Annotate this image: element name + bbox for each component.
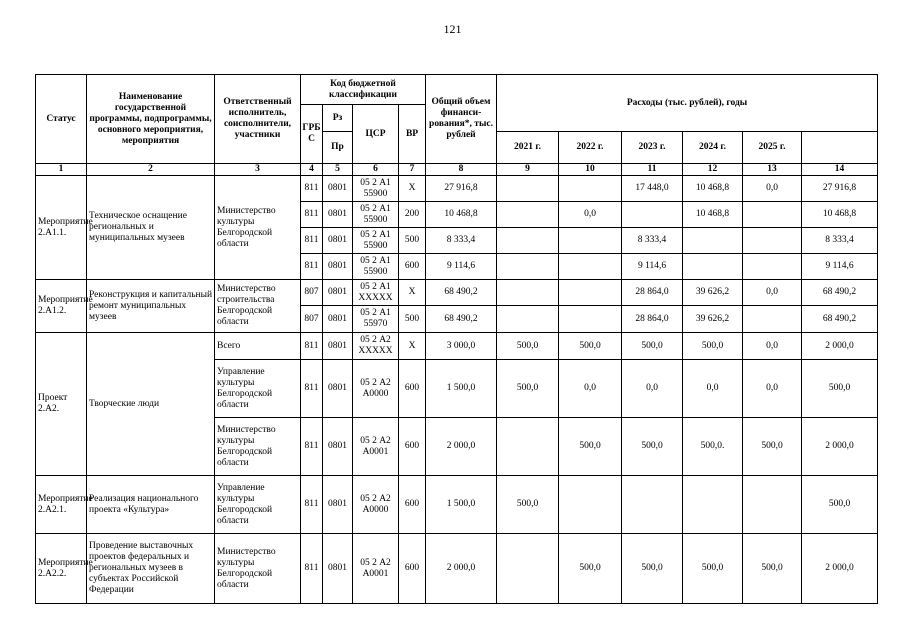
y2024-cell: 10 468,8 <box>683 202 743 228</box>
col-number: 12 <box>683 164 743 176</box>
table-row <box>36 333 878 360</box>
header-2022: 2022 г. <box>559 132 622 164</box>
stage-total-cell: 2 000,0 <box>802 333 878 360</box>
csr-cell: 05 2 А1 55900 <box>353 228 399 254</box>
stage-total-cell: 8 333,4 <box>802 228 878 254</box>
y2024-cell: 39 626,2 <box>683 306 743 333</box>
vr-cell: 600 <box>399 476 426 534</box>
header-status: Статус <box>36 75 87 164</box>
grbs-cell: 811 <box>301 254 323 280</box>
col-number: 4 <box>301 164 323 176</box>
y2021-cell <box>497 254 559 280</box>
stage-total-cell: 500,0 <box>802 476 878 534</box>
y2021-cell <box>497 280 559 306</box>
name-cell: Творческие люди <box>87 333 215 476</box>
y2023-cell: 17 448,0 <box>622 176 683 202</box>
header-csr: ЦСР <box>353 105 399 164</box>
csr-cell: 05 2 А2 ХХХХХ <box>353 333 399 360</box>
y2024-cell: 0,0 <box>683 360 743 418</box>
y2025-cell: 500,0 <box>743 418 802 476</box>
y2023-cell: 8 333,4 <box>622 228 683 254</box>
stage-total-cell: 10 468,8 <box>802 202 878 228</box>
y2025-cell <box>743 254 802 280</box>
responsible-cell: Управление культуры Белгородской области <box>215 360 301 418</box>
csr-cell: 05 2 А2 А0000 <box>353 476 399 534</box>
vr-cell: 500 <box>399 228 426 254</box>
y2022-cell: 500,0 <box>559 333 622 360</box>
y2021-cell: 500,0 <box>497 360 559 418</box>
header-pr: Пр <box>323 132 353 164</box>
total-cell: 8 333,4 <box>426 228 497 254</box>
y2021-cell <box>497 228 559 254</box>
responsible-cell: Управление культуры Белгородской области <box>215 476 301 534</box>
responsible-cell: Всего <box>215 333 301 360</box>
col-number: 13 <box>743 164 802 176</box>
vr-cell: Х <box>399 280 426 306</box>
status-cell: Мероприятие 2.А2.2. <box>36 534 87 604</box>
y2024-cell: 500,0 <box>683 534 743 604</box>
y2023-cell: 9 114,6 <box>622 254 683 280</box>
rz-cell: 0801 <box>323 280 353 306</box>
y2025-cell <box>743 306 802 333</box>
y2023-cell: 500,0 <box>622 333 683 360</box>
col-number: 8 <box>426 164 497 176</box>
col-number: 3 <box>215 164 301 176</box>
csr-cell: 05 2 А1 55970 <box>353 306 399 333</box>
table-row <box>36 280 878 306</box>
col-number: 2 <box>87 164 215 176</box>
name-cell: Реализация национального проекта «Культура» <box>87 476 215 534</box>
total-cell: 1 500,0 <box>426 360 497 418</box>
y2022-cell: 0,0 <box>559 360 622 418</box>
table-row <box>36 176 878 202</box>
name-cell: Проведение выставочных проектов федеральных и региональных музеев в субъектах Российской Федерации <box>87 534 215 604</box>
vr-cell: 600 <box>399 360 426 418</box>
vr-cell: 600 <box>399 254 426 280</box>
csr-cell: 05 2 А2 А0001 <box>353 418 399 476</box>
table-row <box>36 476 878 534</box>
rz-cell: 0801 <box>323 360 353 418</box>
responsible-cell: Министерство строительства Белгородской области <box>215 280 301 333</box>
total-cell: 2 000,0 <box>426 418 497 476</box>
csr-cell: 05 2 А1 55900 <box>353 202 399 228</box>
y2022-cell <box>559 306 622 333</box>
y2025-cell <box>743 228 802 254</box>
vr-cell: 600 <box>399 534 426 604</box>
y2021-cell <box>497 176 559 202</box>
col-number: 9 <box>497 164 559 176</box>
y2024-cell: 39 626,2 <box>683 280 743 306</box>
rz-cell: 0801 <box>323 176 353 202</box>
total-cell: 2 000,0 <box>426 534 497 604</box>
rz-cell: 0801 <box>323 202 353 228</box>
stage-total-cell: 2 000,0 <box>802 418 878 476</box>
header-2025: 2025 г. <box>743 132 802 164</box>
total-cell: 3 000,0 <box>426 333 497 360</box>
y2023-cell <box>622 202 683 228</box>
col-number: 10 <box>559 164 622 176</box>
header-vr: ВР <box>399 105 426 164</box>
stage-total-cell: 68 490,2 <box>802 280 878 306</box>
status-cell: Мероприятие 2.А1.2. <box>36 280 87 333</box>
y2023-cell: 28 864,0 <box>622 280 683 306</box>
y2022-cell <box>559 176 622 202</box>
status-cell: Мероприятие 2.А1.1. <box>36 176 87 280</box>
total-cell: 10 468,8 <box>426 202 497 228</box>
total-cell: 9 114,6 <box>426 254 497 280</box>
grbs-cell: 811 <box>301 176 323 202</box>
y2021-cell: 500,0 <box>497 333 559 360</box>
col-number: 6 <box>353 164 399 176</box>
header-expenses: Расходы (тыс. рублей), годы <box>497 75 878 132</box>
y2023-cell: 500,0 <box>622 534 683 604</box>
responsible-cell: Министерство культуры Белгородской области <box>215 418 301 476</box>
header-2021: 2021 г. <box>497 132 559 164</box>
csr-cell: 05 2 А2 А0001 <box>353 534 399 604</box>
y2023-cell: 500,0 <box>622 418 683 476</box>
rz-cell: 0801 <box>323 534 353 604</box>
col-number: 5 <box>323 164 353 176</box>
rz-cell: 0801 <box>323 333 353 360</box>
status-cell: Проект 2.А2. <box>36 333 87 476</box>
header-grbs: ГРБС <box>301 105 323 164</box>
grbs-cell: 811 <box>301 228 323 254</box>
grbs-cell: 811 <box>301 476 323 534</box>
rz-cell: 0801 <box>323 228 353 254</box>
y2022-cell <box>559 280 622 306</box>
responsible-cell: Министерство культуры Белгородской области <box>215 176 301 280</box>
header-responsible: Ответственный исполнитель, соисполнители, участники <box>215 75 301 164</box>
y2025-cell <box>743 476 802 534</box>
y2024-cell: 500,0 <box>683 333 743 360</box>
col-number: 14 <box>802 164 878 176</box>
y2024-cell: 500,0. <box>683 418 743 476</box>
csr-cell: 05 2 А1 55900 <box>353 176 399 202</box>
y2022-cell: 500,0 <box>559 534 622 604</box>
y2024-cell <box>683 476 743 534</box>
header-2024: 2024 г. <box>683 132 743 164</box>
budget-table <box>35 74 878 604</box>
header-name: Наименование государственной программы, подпрограммы, основного мероприятия, мероприятия <box>87 75 215 164</box>
stage-total-cell: 9 114,6 <box>802 254 878 280</box>
header-code: Код бюджетной классификации <box>301 75 426 105</box>
rz-cell: 0801 <box>323 254 353 280</box>
y2022-cell <box>559 476 622 534</box>
vr-cell: Х <box>399 176 426 202</box>
rz-cell: 0801 <box>323 306 353 333</box>
col-number: 1 <box>36 164 87 176</box>
y2021-cell <box>497 534 559 604</box>
total-cell: 1 500,0 <box>426 476 497 534</box>
y2025-cell: 0,0 <box>743 176 802 202</box>
stage-total-cell: 500,0 <box>802 360 878 418</box>
y2025-cell <box>743 202 802 228</box>
stage-total-cell: 27 916,8 <box>802 176 878 202</box>
y2025-cell: 0,0 <box>743 360 802 418</box>
responsible-cell: Министерство культуры Белгородской области <box>215 534 301 604</box>
y2022-cell: 500,0 <box>559 418 622 476</box>
total-cell: 27 916,8 <box>426 176 497 202</box>
col-number: 11 <box>622 164 683 176</box>
total-cell: 68 490,2 <box>426 306 497 333</box>
name-cell: Техническое оснащение региональных и муниципальных музеев <box>87 176 215 280</box>
status-cell: Мероприятие 2.А2.1. <box>36 476 87 534</box>
y2023-cell: 28 864,0 <box>622 306 683 333</box>
grbs-cell: 807 <box>301 280 323 306</box>
y2025-cell: 0,0 <box>743 333 802 360</box>
y2023-cell <box>622 476 683 534</box>
y2024-cell: 10 468,8 <box>683 176 743 202</box>
grbs-cell: 811 <box>301 202 323 228</box>
total-cell: 68 490,2 <box>426 280 497 306</box>
vr-cell: Х <box>399 333 426 360</box>
col-number: 7 <box>399 164 426 176</box>
csr-cell: 05 2 А1 55900 <box>353 254 399 280</box>
y2025-cell: 0,0 <box>743 280 802 306</box>
y2024-cell <box>683 254 743 280</box>
y2021-cell: 500,0 <box>497 476 559 534</box>
y2021-cell <box>497 418 559 476</box>
y2021-cell <box>497 202 559 228</box>
vr-cell: 500 <box>399 306 426 333</box>
y2025-cell: 500,0 <box>743 534 802 604</box>
header-total: Общий объем финанси-рования*, тыс. рублей <box>426 75 497 164</box>
y2021-cell <box>497 306 559 333</box>
grbs-cell: 807 <box>301 306 323 333</box>
name-cell: Реконструкция и капитальный ремонт муниципальных музеев <box>87 280 215 333</box>
grbs-cell: 811 <box>301 360 323 418</box>
rz-cell: 0801 <box>323 418 353 476</box>
header-2023: 2023 г. <box>622 132 683 164</box>
y2024-cell <box>683 228 743 254</box>
vr-cell: 200 <box>399 202 426 228</box>
grbs-cell: 811 <box>301 534 323 604</box>
header-rz: Рз <box>323 105 353 132</box>
stage-total-cell: 68 490,2 <box>802 306 878 333</box>
y2023-cell: 0,0 <box>622 360 683 418</box>
table-row <box>36 534 878 604</box>
grbs-cell: 811 <box>301 418 323 476</box>
y2022-cell <box>559 228 622 254</box>
csr-cell: 05 2 А1 ХХХХХ <box>353 280 399 306</box>
y2022-cell: 0,0 <box>559 202 622 228</box>
grbs-cell: 811 <box>301 333 323 360</box>
stage-total-cell: 2 000,0 <box>802 534 878 604</box>
column-number-row <box>36 164 878 176</box>
rz-cell: 0801 <box>323 476 353 534</box>
vr-cell: 600 <box>399 418 426 476</box>
csr-cell: 05 2 А2 А0000 <box>353 360 399 418</box>
y2022-cell <box>559 254 622 280</box>
page-number: 121 <box>443 22 462 36</box>
